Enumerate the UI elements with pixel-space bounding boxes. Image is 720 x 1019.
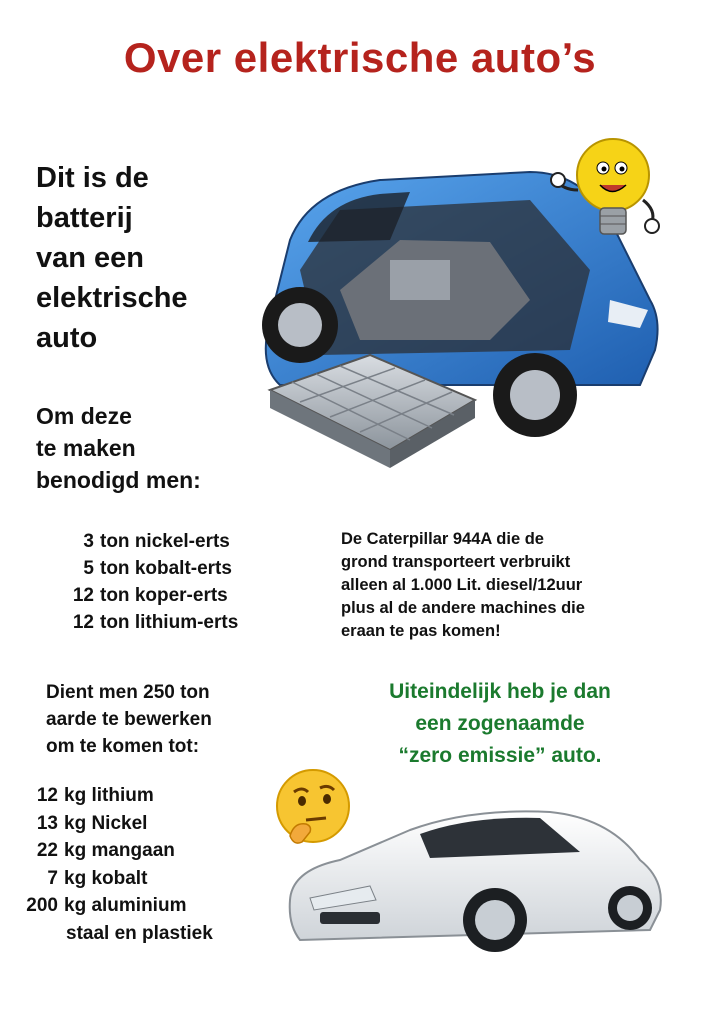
requirements-heading-line: te maken (36, 435, 136, 461)
intro-line: Dit is de (36, 162, 149, 194)
caterpillar-note-line: eraan te pas komen! (341, 622, 501, 640)
list-item (0, 865, 280, 893)
ore-list (36, 528, 276, 636)
caterpillar-note-line: alleen al 1.000 Lit. diesel/12uur (341, 576, 583, 594)
intro-line: auto (36, 322, 98, 354)
yield-label: kg mangaan (64, 840, 175, 861)
ore-label: ton lithium-erts (100, 612, 239, 633)
earth-processing-line: om te komen tot: (46, 736, 200, 757)
list-item (36, 555, 276, 582)
yield-label: kg Nickel (64, 812, 148, 834)
requirements-heading-line: benodigd men: (36, 467, 201, 493)
light-bulb-icon (548, 130, 668, 255)
yield-label: kg aluminium (64, 895, 187, 916)
list-item (0, 892, 280, 920)
white-sedan-illustration (280, 790, 670, 960)
earth-processing-line: aarde te bewerken (46, 709, 212, 730)
yield-label: kg lithium (64, 785, 154, 806)
yield-label: kg kobalt (64, 867, 148, 889)
list-item (0, 920, 280, 948)
conclusion-line: een zogenaamde (415, 712, 585, 735)
material-yield-list (0, 782, 280, 947)
yield-amount: 22 (36, 840, 58, 861)
list-item (0, 810, 280, 838)
yield-label: staal en plastiek (66, 922, 213, 944)
ore-amount: 5 (83, 558, 94, 579)
list-item (36, 528, 276, 555)
intro-line: van een (36, 242, 144, 274)
caterpillar-note (341, 528, 681, 643)
conclusion-line: “zero emissie” auto. (398, 744, 602, 767)
ore-label: ton nickel-erts (100, 531, 230, 552)
list-item (36, 609, 276, 636)
caterpillar-note-line: De Caterpillar 944A die de (341, 530, 544, 548)
caterpillar-note-line: plus al de andere machines die (341, 599, 585, 617)
conclusion-text (330, 676, 670, 772)
earth-processing-line: Dient men 250 ton (46, 682, 210, 703)
list-item (36, 582, 276, 609)
list-item (0, 837, 280, 865)
conclusion-line: Uiteindelijk heb je dan (389, 680, 611, 703)
yield-amount: 200 (26, 895, 58, 916)
yield-amount: 13 (36, 812, 58, 834)
ore-amount: 12 (72, 585, 94, 606)
yield-amount: 12 (36, 785, 58, 806)
ore-amount: 12 (72, 612, 94, 633)
intro-line: elektrische (36, 282, 188, 314)
page-title: Over elektrische auto’s (123, 34, 597, 81)
requirements-heading (36, 400, 276, 496)
ore-label: ton koper-erts (100, 585, 228, 606)
caterpillar-note-line: grond transporteert verbruikt (341, 553, 571, 571)
intro-line: batterij (36, 202, 133, 234)
requirements-heading-line: Om deze (36, 403, 132, 429)
earth-processing-note (46, 679, 286, 760)
yield-amount: 7 (47, 867, 58, 889)
list-item (0, 782, 280, 810)
ore-label: ton kobalt-erts (100, 558, 232, 579)
ore-amount: 3 (83, 531, 94, 552)
